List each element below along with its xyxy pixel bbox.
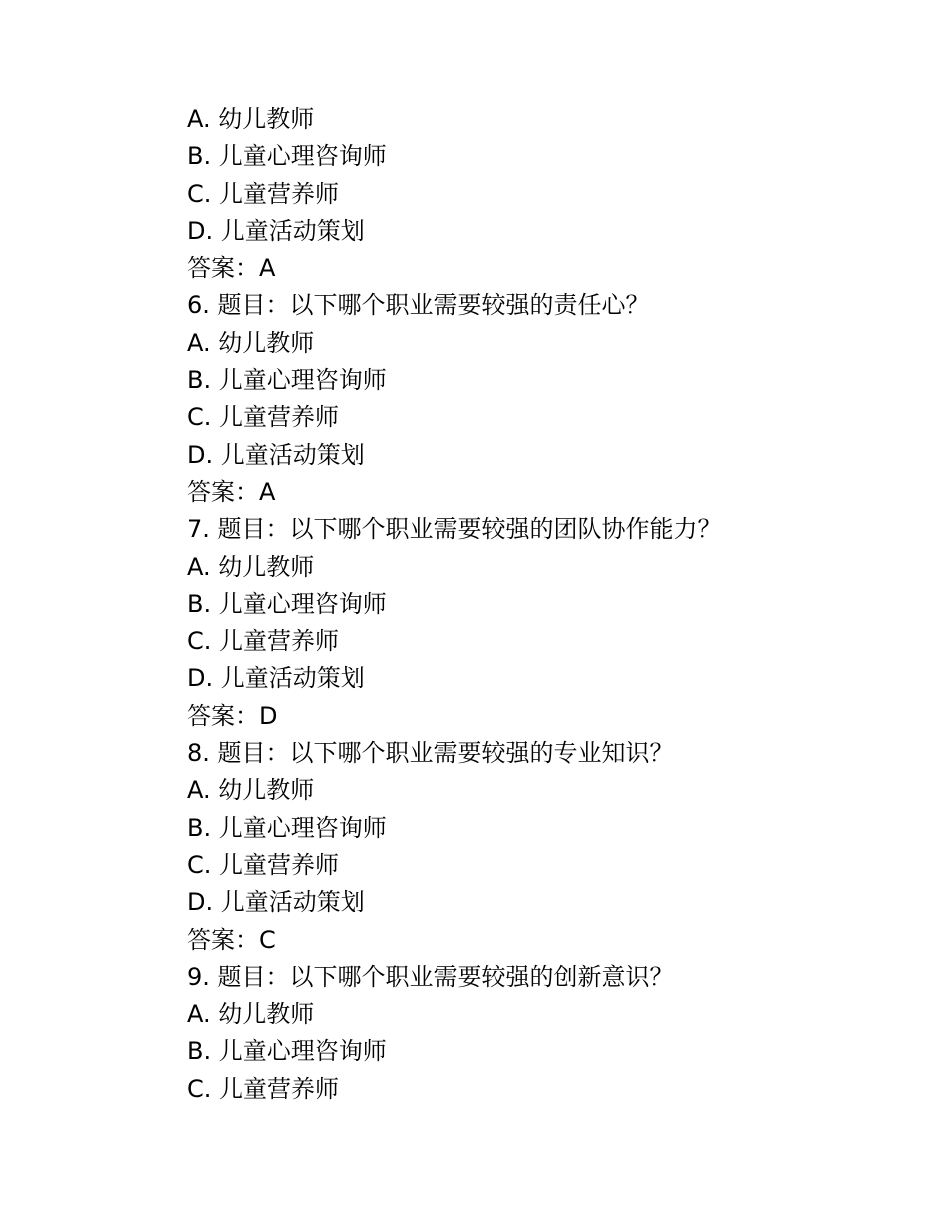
option-c: C. 儿童营养师 xyxy=(187,1074,340,1103)
answer-line: 答案：A xyxy=(187,477,276,506)
option-b: B. 儿童心理咨询师 xyxy=(187,366,387,395)
option-a: A. 幼儿教师 xyxy=(187,105,315,133)
option-a: A. 幼儿教师 xyxy=(187,776,315,805)
option-d: D. 儿童活动策划 xyxy=(187,664,365,693)
option-d: D. 儿童活动策划 xyxy=(187,440,365,469)
option-b: B. 儿童心理咨询师 xyxy=(187,1037,387,1066)
option-c: C. 儿童营养师 xyxy=(187,850,340,879)
option-c: C. 儿童营养师 xyxy=(187,179,340,208)
option-a: A. 幼儿教师 xyxy=(187,1000,315,1029)
answer-line: 答案：C xyxy=(187,925,276,954)
question-7: 7. 题目：以下哪个职业需要较强的团队协作能力？ xyxy=(187,515,722,544)
option-a: A. 幼儿教师 xyxy=(187,328,315,357)
option-b: B. 儿童心理咨询师 xyxy=(187,142,387,171)
option-d: D. 儿童活动策划 xyxy=(187,216,365,245)
answer-line: 答案：A xyxy=(187,254,276,283)
option-b: B. 儿童心理咨询师 xyxy=(187,589,387,618)
option-c: C. 儿童营养师 xyxy=(187,403,340,432)
answer-line: 答案：D xyxy=(187,701,278,730)
document-body xyxy=(187,101,887,1108)
question-9: 9. 题目：以下哪个职业需要较强的创新意识？ xyxy=(187,962,674,991)
question-6: 6. 题目：以下哪个职业需要较强的责任心？ xyxy=(187,291,650,320)
option-c: C. 儿童营养师 xyxy=(187,627,340,656)
option-a: A. 幼儿教师 xyxy=(187,552,315,581)
option-d: D. 儿童活动策划 xyxy=(187,888,365,917)
option-b: B. 儿童心理咨询师 xyxy=(187,813,387,842)
question-8: 8. 题目：以下哪个职业需要较强的专业知识？ xyxy=(187,739,674,768)
